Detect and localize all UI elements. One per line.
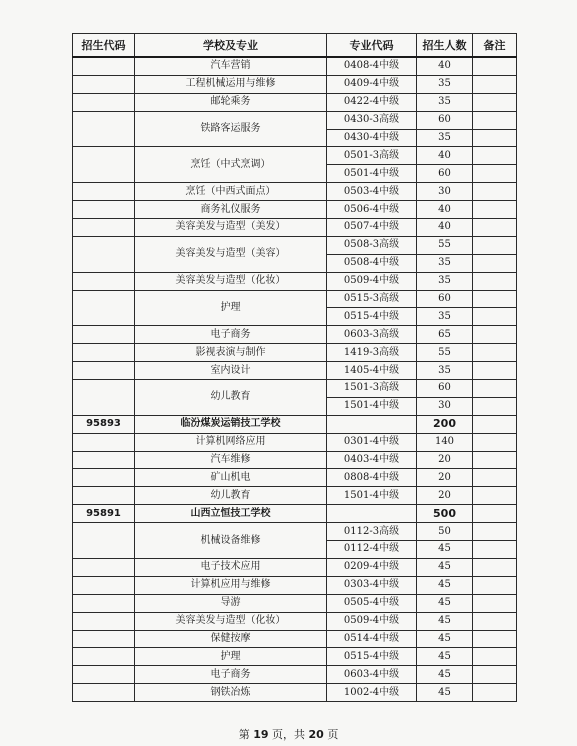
school-code: 95891 <box>73 505 135 523</box>
major-name: 保健按摩 <box>135 630 327 648</box>
footer-suffix: 页 <box>327 728 339 741</box>
quota-cell: 30 <box>417 183 473 201</box>
major-name: 计算机网络应用 <box>135 433 327 451</box>
quota-cell: 45 <box>417 594 473 612</box>
major-name: 烹饪（中式烹调） <box>135 147 327 183</box>
quota-cell: 30 <box>417 397 473 415</box>
quota-cell: 65 <box>417 326 473 344</box>
enrollment-code-cell <box>73 272 135 290</box>
major-code-cell: 0422-4中级 <box>327 93 417 111</box>
table-row <box>73 147 517 165</box>
major-code-cell: 0506-4中级 <box>327 201 417 219</box>
school-name: 临汾煤炭运销技工学校 <box>135 415 327 433</box>
major-code-cell: 0112-3高级 <box>327 523 417 541</box>
quota-cell: 45 <box>417 576 473 594</box>
quota-cell: 20 <box>417 451 473 469</box>
enrollment-code-cell <box>73 201 135 219</box>
quota-cell: 40 <box>417 219 473 237</box>
quota-cell: 20 <box>417 487 473 505</box>
notes-cell <box>473 201 517 219</box>
header-school-major: 学校及专业 <box>135 34 327 58</box>
table-row <box>73 684 517 702</box>
quota-cell: 20 <box>417 469 473 487</box>
major-code-cell: 0509-4中级 <box>327 612 417 630</box>
major-code-cell: 0509-4中级 <box>327 272 417 290</box>
table-row <box>73 183 517 201</box>
quota-cell: 140 <box>417 433 473 451</box>
notes-cell <box>473 129 517 147</box>
footer-page-number: 19 <box>253 728 269 741</box>
notes-cell <box>473 684 517 702</box>
notes-cell <box>473 183 517 201</box>
enrollment-code-cell <box>73 362 135 380</box>
notes-cell <box>473 558 517 576</box>
major-code-cell: 0508-3高级 <box>327 236 417 254</box>
table-row <box>73 666 517 684</box>
major-code-cell: 1002-4中级 <box>327 684 417 702</box>
quota-cell: 45 <box>417 666 473 684</box>
quota-cell: 35 <box>417 75 473 93</box>
notes-cell <box>473 290 517 308</box>
notes-cell <box>473 344 517 362</box>
notes-cell <box>473 666 517 684</box>
table-row <box>73 558 517 576</box>
major-code-cell: 0808-4中级 <box>327 469 417 487</box>
major-code-cell: 0430-4中级 <box>327 129 417 147</box>
table-row <box>73 344 517 362</box>
table-row <box>73 326 517 344</box>
table-row <box>73 201 517 219</box>
major-code-cell: 0603-4中级 <box>327 666 417 684</box>
major-name: 美容美发与造型（美发） <box>135 219 327 237</box>
enrollment-code-cell <box>73 576 135 594</box>
major-name: 铁路客运服务 <box>135 111 327 147</box>
table-row <box>73 433 517 451</box>
major-name: 汽车维修 <box>135 451 327 469</box>
major-code-cell: 0515-4中级 <box>327 648 417 666</box>
major-code-cell: 0501-3高级 <box>327 147 417 165</box>
major-name: 汽车营销 <box>135 57 327 75</box>
major-code-cell: 0603-3高级 <box>327 326 417 344</box>
enrollment-code-cell <box>73 290 135 326</box>
major-name: 幼儿教育 <box>135 380 327 416</box>
notes-cell <box>473 93 517 111</box>
enrollment-code-cell <box>73 433 135 451</box>
major-code-cell: 1501-3高级 <box>327 380 417 398</box>
notes-cell <box>473 505 517 523</box>
major-name: 邮轮乘务 <box>135 93 327 111</box>
quota-cell: 45 <box>417 648 473 666</box>
footer-middle: 页，共 <box>272 728 305 741</box>
quota-cell: 45 <box>417 541 473 559</box>
major-code-cell: 0303-4中级 <box>327 576 417 594</box>
major-name: 影视表演与制作 <box>135 344 327 362</box>
major-name: 护理 <box>135 648 327 666</box>
table-row <box>73 111 517 129</box>
enrollment-code-cell <box>73 147 135 183</box>
table-row <box>73 612 517 630</box>
quota-cell: 35 <box>417 308 473 326</box>
notes-cell <box>473 254 517 272</box>
major-code-cell: 1419-3高级 <box>327 344 417 362</box>
quota-cell: 45 <box>417 684 473 702</box>
major-name: 美容美发与造型（美容） <box>135 236 327 272</box>
school-total-quota: 500 <box>417 505 473 523</box>
notes-cell <box>473 523 517 541</box>
quota-cell: 35 <box>417 93 473 111</box>
major-code-cell: 0514-4中级 <box>327 630 417 648</box>
major-code-cell: 0515-4中级 <box>327 308 417 326</box>
table-row <box>73 290 517 308</box>
quota-cell: 45 <box>417 612 473 630</box>
notes-cell <box>473 415 517 433</box>
quota-cell: 35 <box>417 272 473 290</box>
major-name: 商务礼仪服务 <box>135 201 327 219</box>
notes-cell <box>473 630 517 648</box>
major-name: 计算机应用与维修 <box>135 576 327 594</box>
table-row <box>73 93 517 111</box>
notes-cell <box>473 111 517 129</box>
notes-cell <box>473 362 517 380</box>
quota-cell: 35 <box>417 362 473 380</box>
enrollment-code-cell <box>73 236 135 272</box>
table-row <box>73 487 517 505</box>
major-name: 机械设备维修 <box>135 523 327 559</box>
major-name: 钢铁冶炼 <box>135 684 327 702</box>
notes-cell <box>473 451 517 469</box>
enrollment-code-cell <box>73 666 135 684</box>
notes-cell <box>473 433 517 451</box>
major-name: 工程机械运用与维修 <box>135 75 327 93</box>
major-code-cell: 0505-4中级 <box>327 594 417 612</box>
notes-cell <box>473 397 517 415</box>
notes-cell <box>473 576 517 594</box>
school-total-quota: 200 <box>417 415 473 433</box>
notes-cell <box>473 594 517 612</box>
major-code-cell: 1501-4中级 <box>327 487 417 505</box>
notes-cell <box>473 612 517 630</box>
enrollment-code-cell <box>73 523 135 559</box>
major-name: 矿山机电 <box>135 469 327 487</box>
quota-cell: 40 <box>417 201 473 219</box>
enrollment-code-cell <box>73 219 135 237</box>
major-code-cell <box>327 505 417 523</box>
quota-cell: 60 <box>417 165 473 183</box>
major-name: 美容美发与造型（化妆） <box>135 612 327 630</box>
enrollment-code-cell <box>73 451 135 469</box>
major-code-cell: 1405-4中级 <box>327 362 417 380</box>
header-major-code: 专业代码 <box>327 34 417 58</box>
quota-cell: 60 <box>417 111 473 129</box>
major-code-cell: 0112-4中级 <box>327 541 417 559</box>
quota-cell: 50 <box>417 523 473 541</box>
enrollment-code-cell <box>73 594 135 612</box>
quota-cell: 35 <box>417 129 473 147</box>
notes-cell <box>473 57 517 75</box>
table-row <box>73 451 517 469</box>
major-code-cell: 0209-4中级 <box>327 558 417 576</box>
table-row <box>73 272 517 290</box>
table-header-row <box>73 34 517 58</box>
notes-cell <box>473 326 517 344</box>
footer-total-pages: 20 <box>308 728 324 741</box>
quota-cell: 60 <box>417 290 473 308</box>
major-code-cell: 0501-4中级 <box>327 165 417 183</box>
notes-cell <box>473 469 517 487</box>
major-code-cell: 0301-4中级 <box>327 433 417 451</box>
school-name: 山西立恒技工学校 <box>135 505 327 523</box>
enrollment-code-cell <box>73 630 135 648</box>
major-code-cell: 0515-3高级 <box>327 290 417 308</box>
enrollment-code-cell <box>73 487 135 505</box>
table-row <box>73 648 517 666</box>
quota-cell: 45 <box>417 630 473 648</box>
quota-cell: 55 <box>417 344 473 362</box>
quota-cell: 35 <box>417 254 473 272</box>
quota-cell: 55 <box>417 236 473 254</box>
enrollment-code-cell <box>73 612 135 630</box>
major-code-cell: 0503-4中级 <box>327 183 417 201</box>
notes-cell <box>473 272 517 290</box>
major-name: 幼儿教育 <box>135 487 327 505</box>
table-body <box>73 57 517 702</box>
enrollment-code-cell <box>73 326 135 344</box>
major-name: 烹饪（中西式面点） <box>135 183 327 201</box>
enrollment-code-cell <box>73 684 135 702</box>
table-row <box>73 75 517 93</box>
notes-cell <box>473 541 517 559</box>
notes-cell <box>473 219 517 237</box>
enrollment-code-cell <box>73 648 135 666</box>
enrollment-code-cell <box>73 344 135 362</box>
table-row <box>73 236 517 254</box>
major-name: 美容美发与造型（化妆） <box>135 272 327 290</box>
page-footer <box>0 726 577 742</box>
school-code: 95893 <box>73 415 135 433</box>
enrollment-code-cell <box>73 57 135 75</box>
school-row <box>73 505 517 523</box>
notes-cell <box>473 648 517 666</box>
quota-cell: 40 <box>417 57 473 75</box>
quota-cell: 45 <box>417 558 473 576</box>
major-code-cell: 0409-4中级 <box>327 75 417 93</box>
header-enrollment-code: 招生代码 <box>73 34 135 58</box>
table-row <box>73 57 517 75</box>
enrollment-code-cell <box>73 380 135 416</box>
major-code-cell: 0403-4中级 <box>327 451 417 469</box>
enrollment-code-cell <box>73 111 135 147</box>
major-name: 护理 <box>135 290 327 326</box>
major-name: 电子技术应用 <box>135 558 327 576</box>
major-code-cell <box>327 415 417 433</box>
table-row <box>73 594 517 612</box>
notes-cell <box>473 165 517 183</box>
enrollment-code-cell <box>73 558 135 576</box>
notes-cell <box>473 380 517 398</box>
notes-cell <box>473 308 517 326</box>
table-row <box>73 362 517 380</box>
notes-cell <box>473 487 517 505</box>
major-code-cell: 1501-4中级 <box>327 397 417 415</box>
major-name: 电子商务 <box>135 666 327 684</box>
enrollment-code-cell <box>73 93 135 111</box>
notes-cell <box>473 236 517 254</box>
enrollment-table <box>72 33 517 702</box>
major-name: 导游 <box>135 594 327 612</box>
footer-prefix: 第 <box>238 728 250 741</box>
notes-cell <box>473 147 517 165</box>
major-code-cell: 0430-3高级 <box>327 111 417 129</box>
enrollment-code-cell <box>73 75 135 93</box>
header-notes: 备注 <box>473 34 517 58</box>
school-row <box>73 415 517 433</box>
quota-cell: 40 <box>417 147 473 165</box>
quota-cell: 60 <box>417 380 473 398</box>
table-row <box>73 523 517 541</box>
header-quota: 招生人数 <box>417 34 473 58</box>
major-name: 电子商务 <box>135 326 327 344</box>
table-row <box>73 219 517 237</box>
enrollment-code-cell <box>73 469 135 487</box>
major-code-cell: 0408-4中级 <box>327 57 417 75</box>
notes-cell <box>473 75 517 93</box>
table-row <box>73 469 517 487</box>
table-row <box>73 630 517 648</box>
table-row <box>73 576 517 594</box>
major-name: 室内设计 <box>135 362 327 380</box>
major-code-cell: 0508-4中级 <box>327 254 417 272</box>
enrollment-code-cell <box>73 183 135 201</box>
major-code-cell: 0507-4中级 <box>327 219 417 237</box>
table-row <box>73 380 517 398</box>
